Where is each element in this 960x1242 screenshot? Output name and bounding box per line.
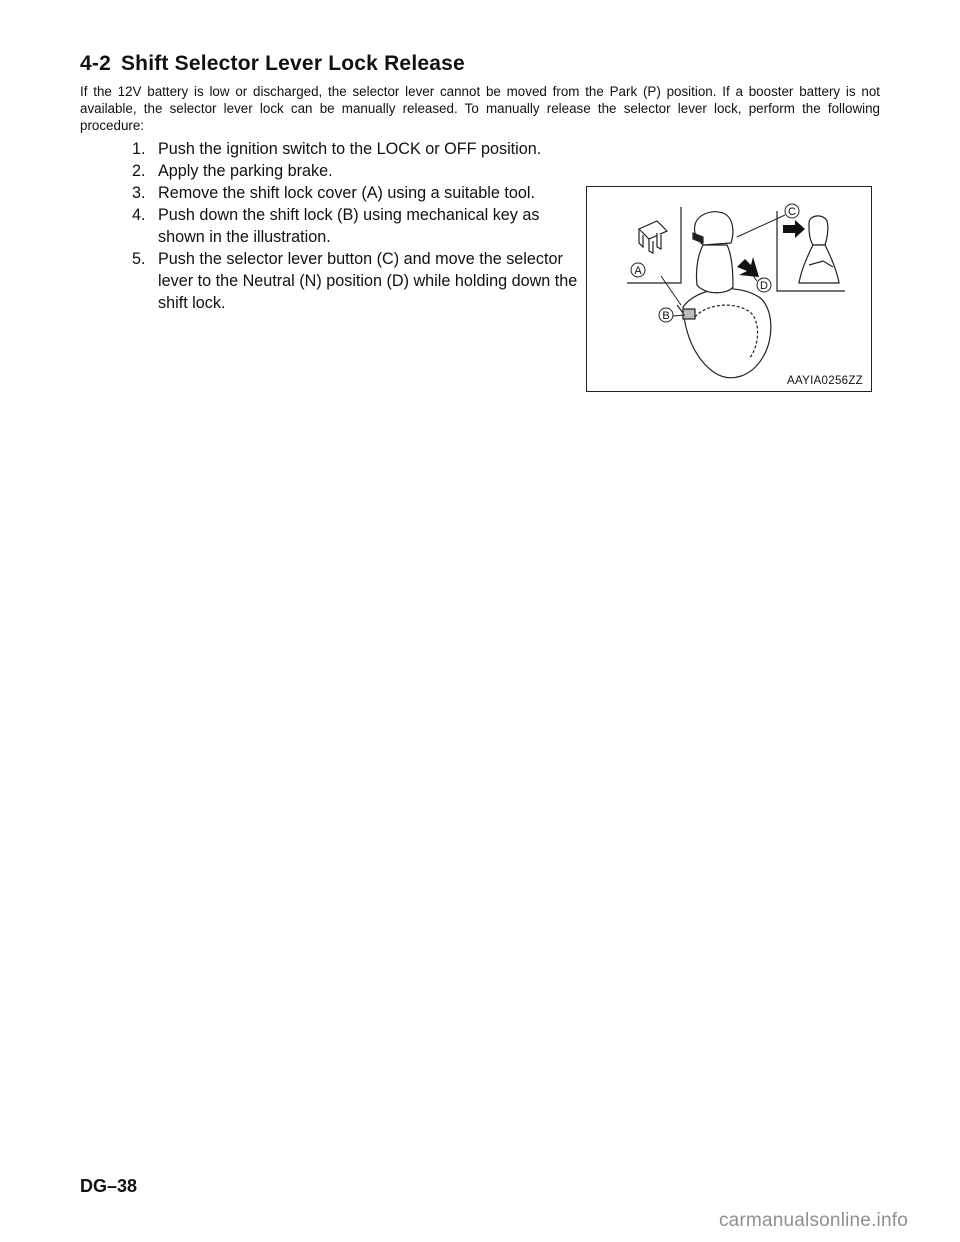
shift-lock-cover-part xyxy=(639,221,667,253)
leader-line-c xyxy=(737,215,785,237)
watermark: carmanualsonline.info xyxy=(718,1210,908,1231)
step-number: 2. xyxy=(132,162,146,180)
step-item xyxy=(132,182,582,204)
callout-d: D xyxy=(760,280,768,292)
figure-code: AAYIA0256ZZ xyxy=(787,375,863,387)
step-item xyxy=(132,204,582,248)
intro-paragraph: If the 12V battery is low or discharged, the selector lever cannot be moved from the Park (P) position. If a booster battery is not available, the selector lever lock can be manually released. To manually release the selector lever lock, perform the following procedure: xyxy=(80,84,880,133)
section-title-text: Shift Selector Lever Lock Release xyxy=(120,52,465,75)
step-text: Apply the parking brake. xyxy=(158,162,333,180)
arrow-d-icon xyxy=(737,257,759,277)
step-number: 3. xyxy=(132,184,146,202)
step-item xyxy=(132,138,582,160)
step-text: Remove the shift lock cover (A) using a suitable tool. xyxy=(158,184,535,202)
section-title xyxy=(80,52,465,76)
page-number: DG–38 xyxy=(80,1176,138,1196)
section-number: 4-2 xyxy=(80,52,111,75)
step-item xyxy=(132,160,582,182)
shift-lock-illustration xyxy=(586,186,872,392)
leader-line-a xyxy=(661,276,681,305)
step-text: Push down the shift lock (B) using mechanical key as shown in the illustration. xyxy=(158,206,540,246)
callout-b: B xyxy=(662,310,670,322)
arrow-c-icon xyxy=(783,220,805,238)
step-number: 5. xyxy=(132,250,146,268)
shift-lever-drawing xyxy=(587,187,871,391)
step-number: 4. xyxy=(132,206,146,224)
step-text: Push the ignition switch to the LOCK or OFF position. xyxy=(158,140,542,158)
step-number: 1. xyxy=(132,140,146,158)
step-item xyxy=(132,248,582,314)
callout-a: A xyxy=(634,265,642,277)
shift-lever-console xyxy=(677,212,771,378)
procedure-steps xyxy=(132,138,582,314)
inset-shift-knob xyxy=(799,216,839,283)
callout-c: C xyxy=(788,206,796,218)
step-text: Push the selector lever button (C) and move the selector lever to the Neutral (N) position (D) while holding down the shift lock. xyxy=(158,250,578,312)
